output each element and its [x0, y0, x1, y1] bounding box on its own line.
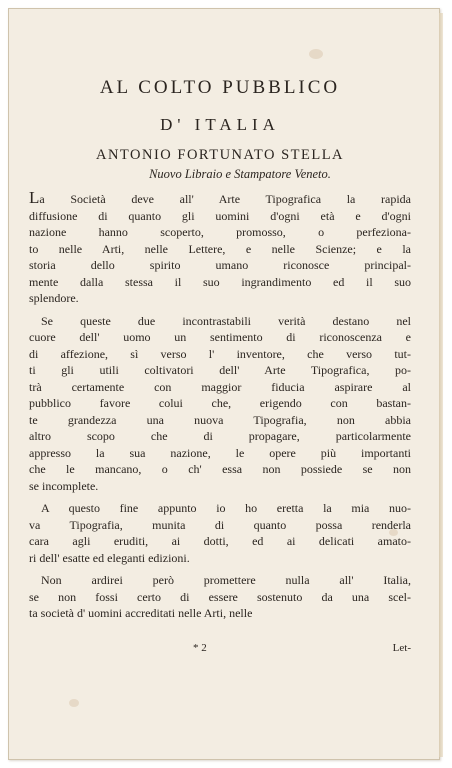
- foxing-spot: [69, 699, 79, 707]
- author-subtitle: Nuovo Libraio e Stampatore Veneto.: [149, 167, 331, 181]
- text-line-content: trà certamente con maggior fiducia aspirare al: [29, 379, 411, 394]
- text-line-content: se non fossi certo di essere sostenuto da una scel-: [29, 589, 411, 604]
- text-line-content: a Società deve all' Arte Tipografica la rapida: [39, 192, 411, 206]
- text-line: [29, 224, 411, 241]
- text-line: [29, 412, 411, 429]
- text-line: [29, 517, 411, 534]
- paragraph: [29, 190, 411, 307]
- text-line: [29, 500, 411, 517]
- text-line: [29, 533, 411, 550]
- foxing-spot: [309, 49, 323, 59]
- text-line: [29, 379, 411, 396]
- text-line-content: storia dello spirito umano riconosce principal-: [29, 258, 411, 272]
- text-line-content: splendore.: [29, 291, 79, 305]
- text-line-content: appresso la sua nazione, le opere più importanti: [29, 445, 411, 460]
- text-line-content: ta società d' uomini accreditati nelle Arti, nelle: [29, 606, 253, 620]
- text-line-content: pubblico favore colui che, erigendo con bastan-: [29, 396, 411, 410]
- text-line-content: di affezione, sì verso l' inventore, che verso tut-: [29, 346, 411, 361]
- text-line-content: ri dell' esatte ed eleganti edizioni.: [29, 550, 190, 565]
- text-line-content: diffusione di quanto gli uomini d'ogni età e d'ogni: [29, 208, 411, 223]
- text-line-content: se incomplete.: [29, 478, 99, 493]
- text-line-content: cara agli eruditi, ai dotti, ed ai delicati amato-: [29, 534, 411, 548]
- text-line: [29, 290, 411, 307]
- text-line: [29, 190, 411, 208]
- text-line: [29, 313, 411, 330]
- paragraph: [29, 313, 411, 495]
- drop-cap: L: [29, 188, 40, 207]
- text-line: [29, 274, 411, 291]
- text-line: [29, 208, 411, 225]
- text-line: [29, 461, 411, 478]
- text-line: [29, 329, 411, 346]
- text-line-content: ti gli utili coltivatori dell' Arte Tipografica, po-: [29, 363, 411, 377]
- text-line: [29, 395, 411, 412]
- text-line: [29, 572, 411, 589]
- text-line-content: Non ardirei però promettere nulla all' Italia,: [41, 573, 411, 587]
- text-line-content: nazione hanno scoperto, promosso, o perfeziona-: [29, 225, 411, 239]
- title-line-1: AL COLTO PUBBLICO: [99, 77, 341, 98]
- signature-mark: * 2: [193, 642, 207, 654]
- catchword: Let-: [392, 642, 411, 654]
- text-line: [29, 550, 411, 567]
- text-line: [29, 445, 411, 462]
- text-line: [29, 478, 411, 495]
- paragraph: [29, 500, 411, 566]
- body-text: [29, 190, 411, 622]
- text-line-content: mente dalla stessa il suo ingrandimento ed il suo: [29, 274, 411, 289]
- title-line-2: D' ITALIA: [160, 115, 280, 134]
- text-line-content: te grandezza una nuova Tipografia, non abbia: [29, 412, 411, 427]
- text-line-content: che le mancano, o ch' essa non possiede se non: [29, 462, 411, 476]
- text-line-content: A questo fine appunto io ho eretta la mia nuo-: [41, 501, 411, 515]
- text-line: [29, 346, 411, 363]
- page-footer: [29, 642, 411, 658]
- text-line-content: to nelle Arti, nelle Lettere, e nelle Scienze; e la: [29, 241, 411, 256]
- paragraph: [29, 572, 411, 622]
- text-line: [29, 428, 411, 445]
- text-line-content: altro scopo che di propagare, particolarmente: [29, 429, 411, 443]
- text-line-content: Se queste due incontrastabili verità destano nel: [41, 313, 411, 328]
- author-name: ANTONIO FORTUNATO STELLA: [95, 147, 345, 163]
- page-content: [29, 76, 411, 622]
- text-line: [29, 605, 411, 622]
- text-line: [29, 362, 411, 379]
- text-line: [29, 241, 411, 258]
- text-line-content: cuore dell' uomo un sentimento di riconoscenza e: [29, 330, 411, 344]
- text-line: [29, 257, 411, 274]
- text-line: [29, 589, 411, 606]
- text-line-content: va Tipografia, munita di quanto possa renderla: [29, 517, 411, 532]
